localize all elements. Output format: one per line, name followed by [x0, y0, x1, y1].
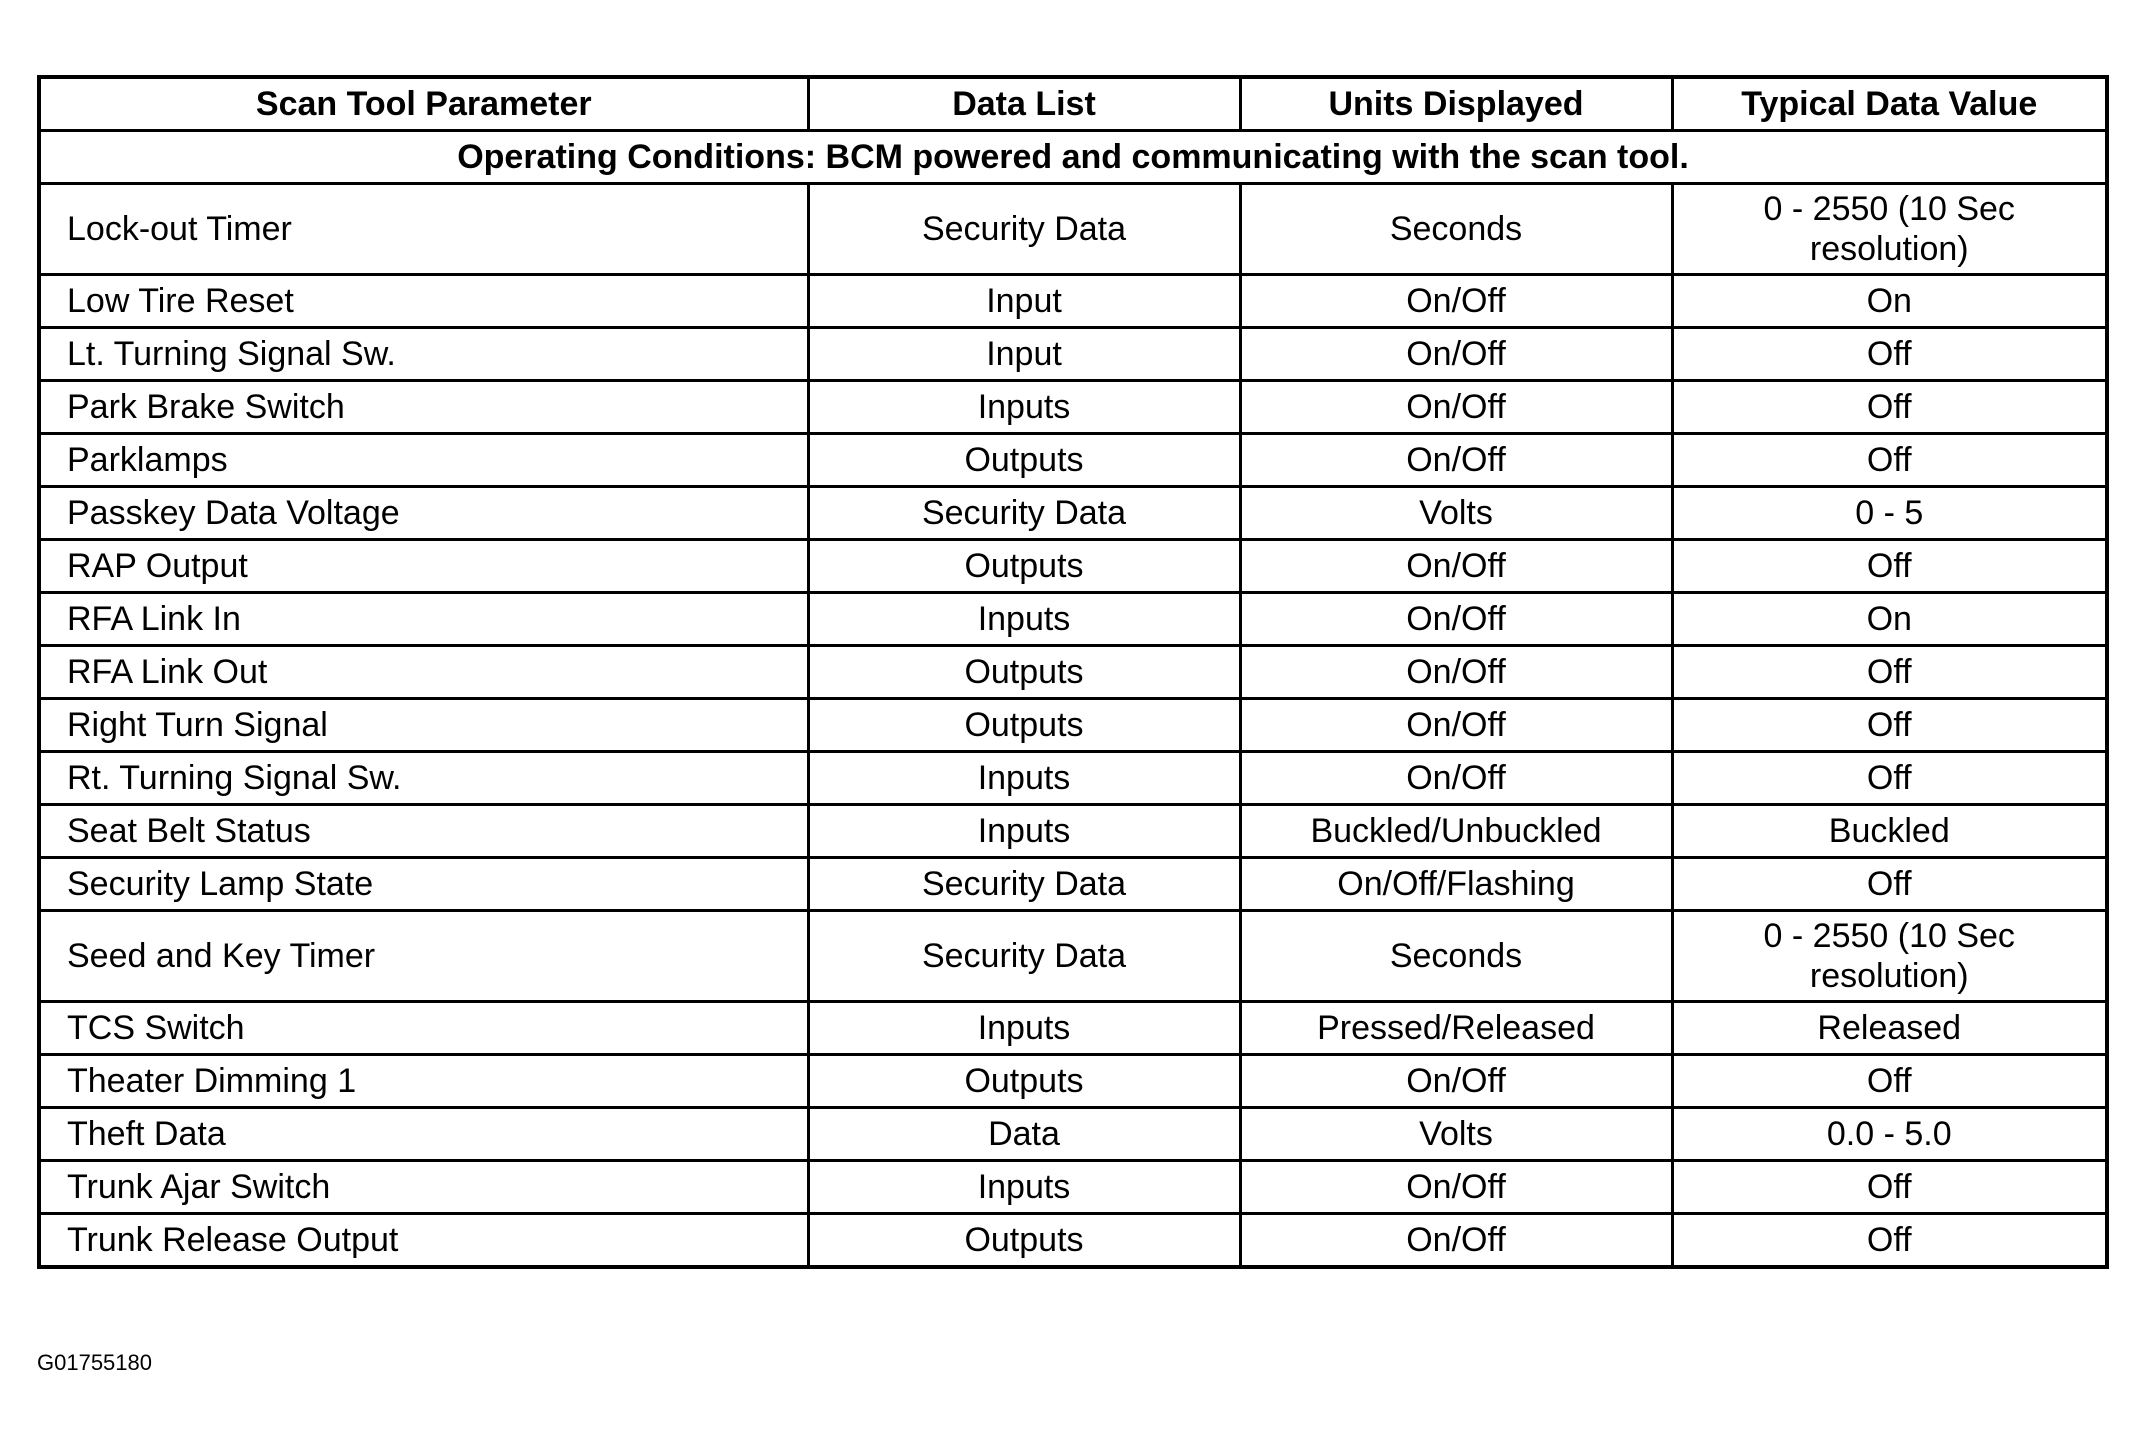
- cell-data-list: Inputs: [808, 805, 1240, 858]
- cell-parameter: Trunk Release Output: [39, 1214, 808, 1268]
- cell-units: On/Off: [1240, 1214, 1672, 1268]
- figure-id: G01755180: [37, 1350, 152, 1375]
- cell-parameter: TCS Switch: [39, 1002, 808, 1055]
- cell-typical-value: Off: [1672, 646, 2107, 699]
- cell-data-list: Inputs: [808, 381, 1240, 434]
- cell-typical-value: Released: [1672, 1002, 2107, 1055]
- cell-parameter: Lock-out Timer: [39, 184, 808, 275]
- column-header-typical-value: Typical Data Value: [1672, 77, 2107, 131]
- column-header-data-list: Data List: [808, 77, 1240, 131]
- table-row: [39, 381, 2107, 434]
- cell-data-list: Security Data: [808, 487, 1240, 540]
- table-row: [39, 1055, 2107, 1108]
- table-row: [39, 699, 2107, 752]
- cell-units: On/Off/Flashing: [1240, 858, 1672, 911]
- cell-parameter: Parklamps: [39, 434, 808, 487]
- cell-units: On/Off: [1240, 699, 1672, 752]
- cell-parameter: Theater Dimming 1: [39, 1055, 808, 1108]
- cell-typical-value: 0.0 - 5.0: [1672, 1108, 2107, 1161]
- cell-units: On/Off: [1240, 328, 1672, 381]
- cell-units: Seconds: [1240, 184, 1672, 275]
- cell-units: On/Off: [1240, 593, 1672, 646]
- cell-parameter: Security Lamp State: [39, 858, 808, 911]
- cell-typical-value: Off: [1672, 1055, 2107, 1108]
- table-row: [39, 1108, 2107, 1161]
- cell-units: On/Off: [1240, 1055, 1672, 1108]
- cell-units: On/Off: [1240, 434, 1672, 487]
- table-row: [39, 1214, 2107, 1268]
- cell-data-list: Inputs: [808, 1161, 1240, 1214]
- cell-parameter: Trunk Ajar Switch: [39, 1161, 808, 1214]
- cell-units: Seconds: [1240, 911, 1672, 1002]
- table-row: [39, 593, 2107, 646]
- cell-typical-value: Off: [1672, 1214, 2107, 1268]
- cell-typical-value: On: [1672, 593, 2107, 646]
- table-row: [39, 540, 2107, 593]
- table-row: [39, 805, 2107, 858]
- column-header-parameter: Scan Tool Parameter: [39, 77, 808, 131]
- cell-typical-value: Buckled: [1672, 805, 2107, 858]
- operating-conditions: Operating Conditions: BCM powered and communicating with the scan tool.: [39, 131, 2107, 184]
- cell-units: On/Off: [1240, 381, 1672, 434]
- cell-parameter: RFA Link In: [39, 593, 808, 646]
- cell-data-list: Inputs: [808, 752, 1240, 805]
- table-body: [39, 131, 2107, 1268]
- cell-typical-value: Off: [1672, 699, 2107, 752]
- cell-units: Buckled/Unbuckled: [1240, 805, 1672, 858]
- conditions-row: [39, 131, 2107, 184]
- cell-parameter: Rt. Turning Signal Sw.: [39, 752, 808, 805]
- cell-typical-value: 0 - 2550 (10 Sec resolution): [1672, 184, 2107, 275]
- cell-typical-value: On: [1672, 275, 2107, 328]
- table-row: [39, 858, 2107, 911]
- table-row: [39, 275, 2107, 328]
- table-row: [39, 646, 2107, 699]
- cell-typical-value: Off: [1672, 752, 2107, 805]
- table-row: [39, 184, 2107, 275]
- cell-typical-value: 0 - 5: [1672, 487, 2107, 540]
- cell-parameter: RAP Output: [39, 540, 808, 593]
- cell-units: Volts: [1240, 1108, 1672, 1161]
- table-row: [39, 1002, 2107, 1055]
- cell-parameter: Low Tire Reset: [39, 275, 808, 328]
- cell-parameter: Right Turn Signal: [39, 699, 808, 752]
- cell-data-list: Outputs: [808, 1055, 1240, 1108]
- cell-typical-value: Off: [1672, 434, 2107, 487]
- cell-typical-value: Off: [1672, 858, 2107, 911]
- cell-units: Volts: [1240, 487, 1672, 540]
- cell-parameter: Lt. Turning Signal Sw.: [39, 328, 808, 381]
- cell-data-list: Security Data: [808, 184, 1240, 275]
- table-row: [39, 752, 2107, 805]
- cell-units: On/Off: [1240, 752, 1672, 805]
- table-row: [39, 1161, 2107, 1214]
- cell-data-list: Inputs: [808, 1002, 1240, 1055]
- table-row: [39, 434, 2107, 487]
- cell-data-list: Input: [808, 275, 1240, 328]
- scan-tool-data-table-container: [37, 75, 2105, 1269]
- cell-data-list: Security Data: [808, 858, 1240, 911]
- cell-data-list: Outputs: [808, 434, 1240, 487]
- cell-units: On/Off: [1240, 646, 1672, 699]
- cell-typical-value: 0 - 2550 (10 Sec resolution): [1672, 911, 2107, 1002]
- cell-parameter: Theft Data: [39, 1108, 808, 1161]
- cell-parameter: Passkey Data Voltage: [39, 487, 808, 540]
- cell-typical-value: Off: [1672, 328, 2107, 381]
- table-row: [39, 487, 2107, 540]
- cell-units: Pressed/Released: [1240, 1002, 1672, 1055]
- cell-typical-value: Off: [1672, 540, 2107, 593]
- column-header-units: Units Displayed: [1240, 77, 1672, 131]
- cell-data-list: Data: [808, 1108, 1240, 1161]
- cell-units: On/Off: [1240, 275, 1672, 328]
- cell-units: On/Off: [1240, 540, 1672, 593]
- cell-data-list: Inputs: [808, 593, 1240, 646]
- table-row: [39, 911, 2107, 1002]
- cell-parameter: Seat Belt Status: [39, 805, 808, 858]
- table-row: [39, 328, 2107, 381]
- scan-tool-data-table: [37, 75, 2109, 1269]
- cell-data-list: Security Data: [808, 911, 1240, 1002]
- cell-data-list: Outputs: [808, 646, 1240, 699]
- cell-parameter: Park Brake Switch: [39, 381, 808, 434]
- cell-data-list: Outputs: [808, 699, 1240, 752]
- cell-data-list: Outputs: [808, 1214, 1240, 1268]
- header-row: [39, 77, 2107, 131]
- cell-typical-value: Off: [1672, 1161, 2107, 1214]
- cell-parameter: Seed and Key Timer: [39, 911, 808, 1002]
- cell-data-list: Input: [808, 328, 1240, 381]
- cell-data-list: Outputs: [808, 540, 1240, 593]
- cell-parameter: RFA Link Out: [39, 646, 808, 699]
- cell-typical-value: Off: [1672, 381, 2107, 434]
- cell-units: On/Off: [1240, 1161, 1672, 1214]
